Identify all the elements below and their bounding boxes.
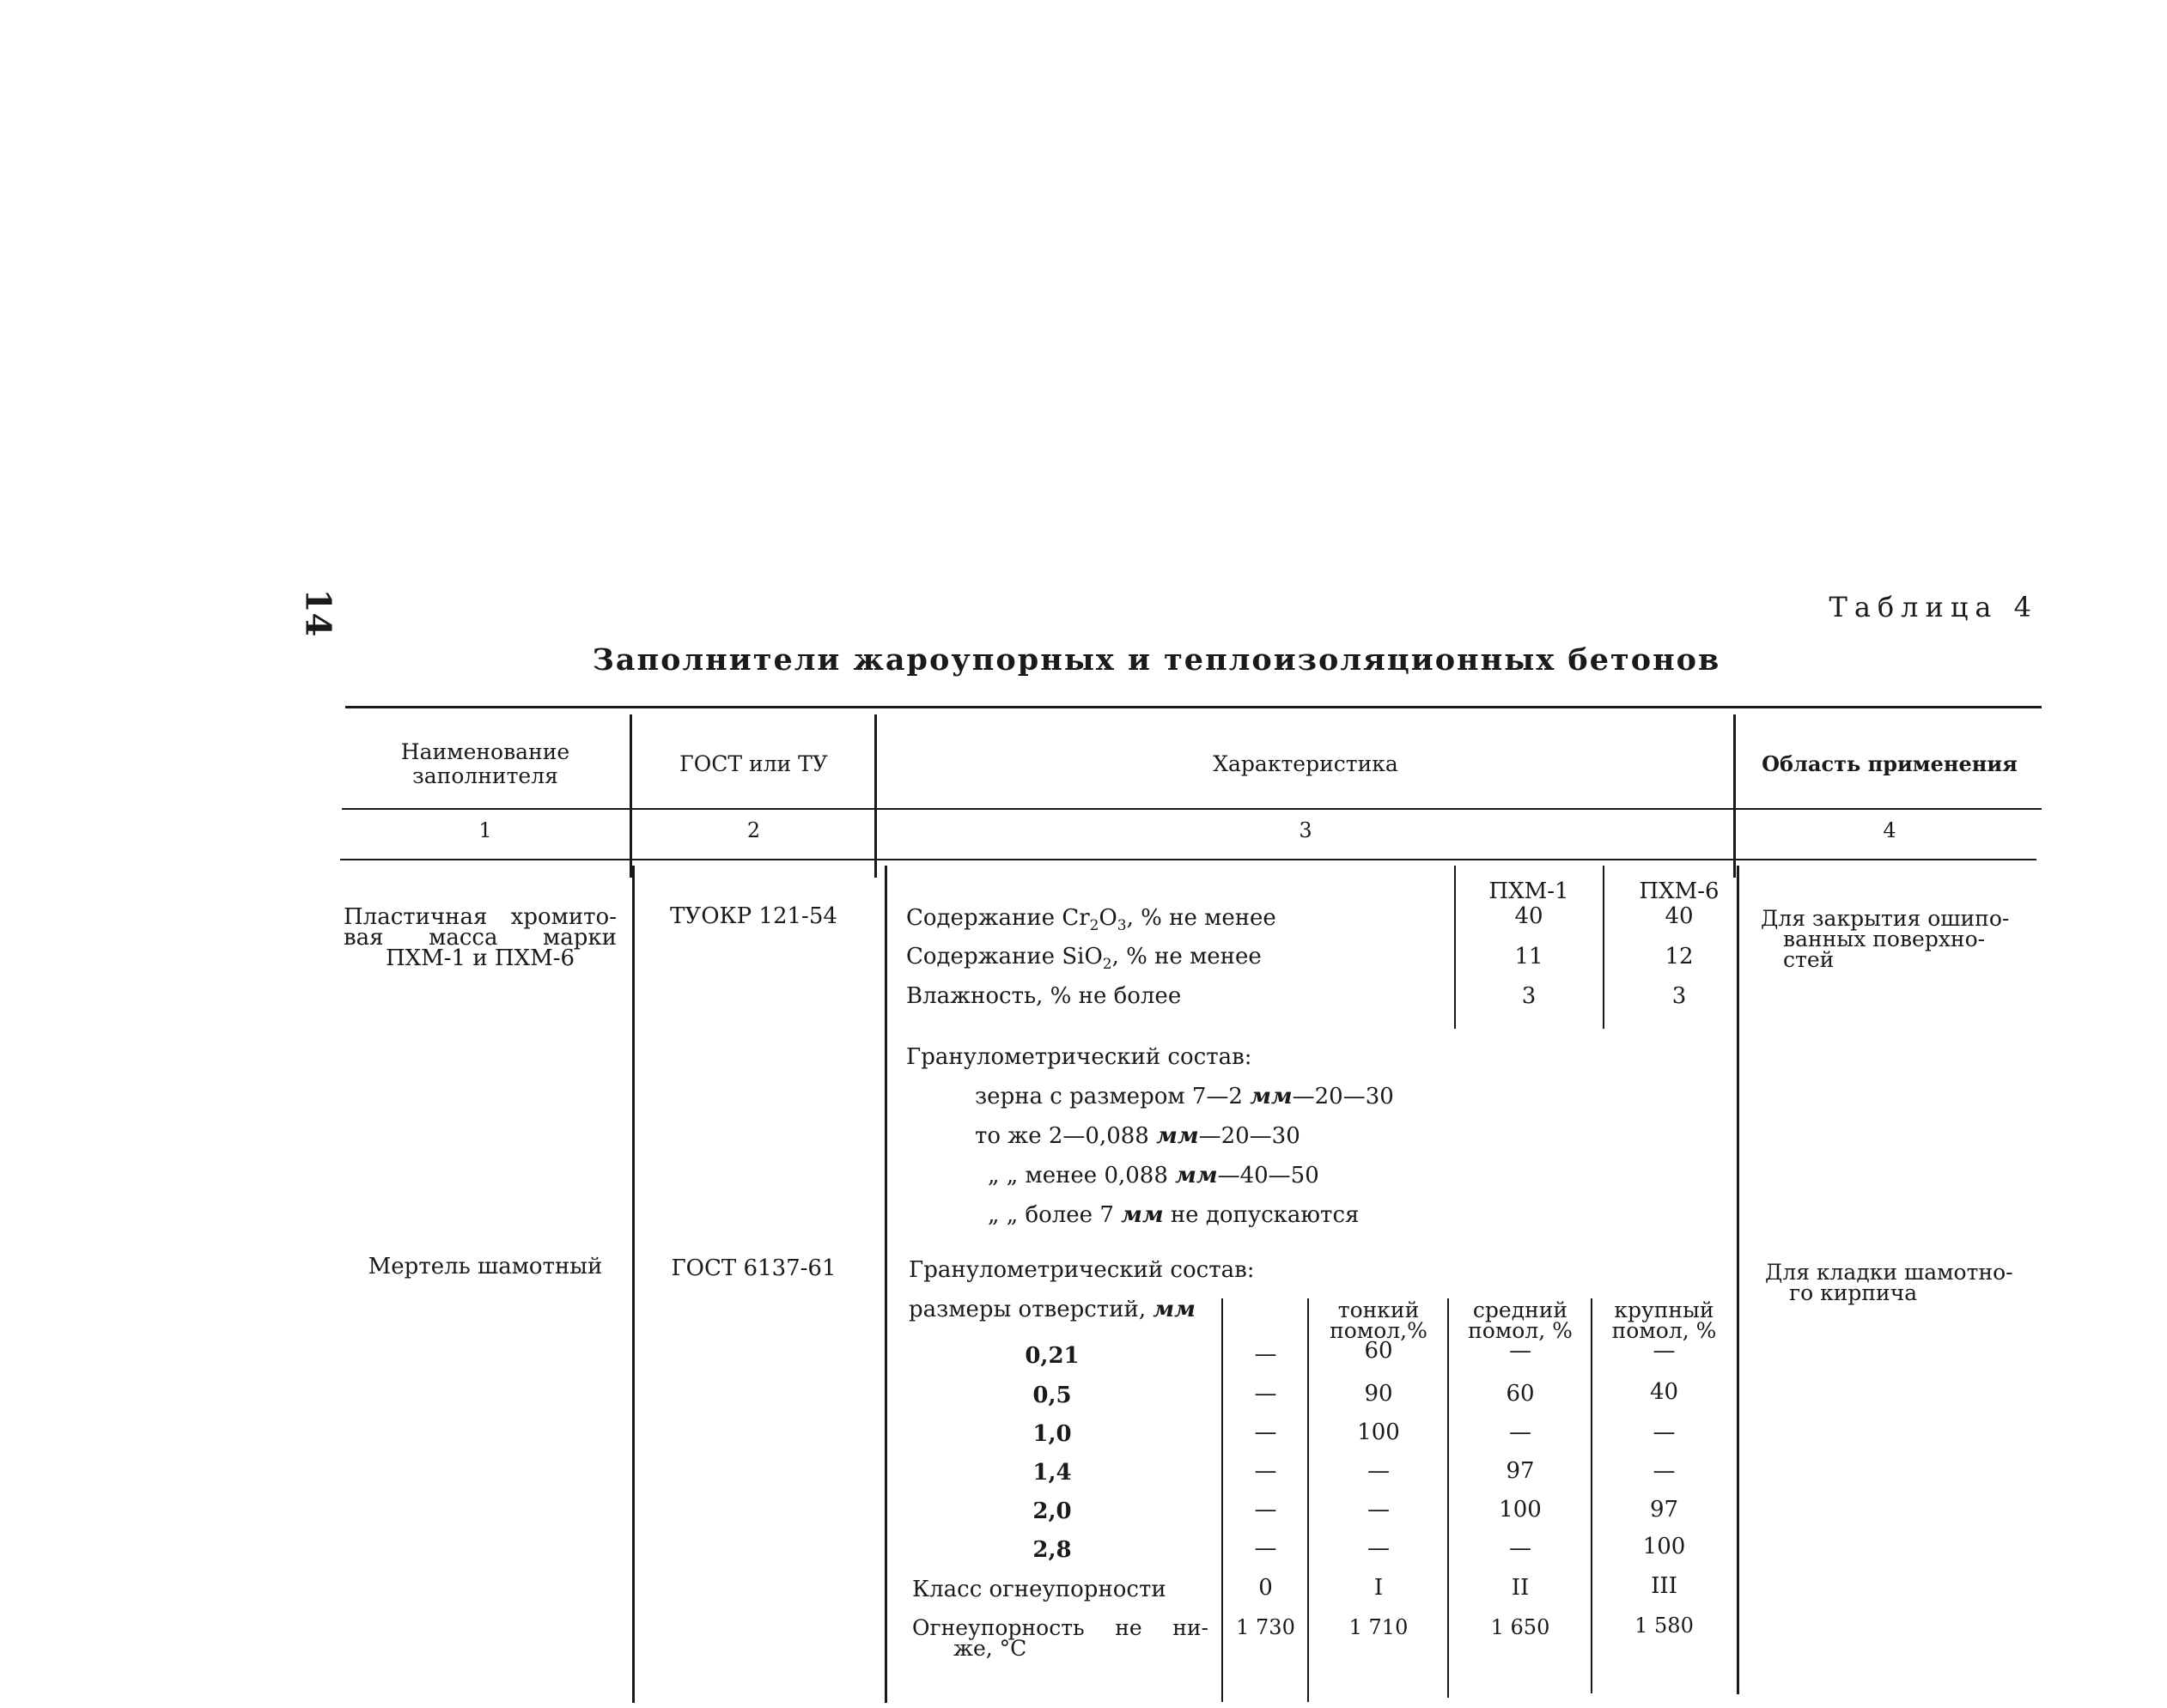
grain-c2: 100 bbox=[1499, 1497, 1542, 1523]
grain-c1: — bbox=[1367, 1497, 1390, 1523]
prop-cr2o3-v2: 40 bbox=[1665, 903, 1694, 929]
grain-size: 0,5 bbox=[1032, 1383, 1072, 1408]
refr-value-1: 1 710 bbox=[1348, 1615, 1409, 1639]
refr-label: Огнеупорность не ни- же, °С bbox=[912, 1615, 1208, 1661]
grain-size: 1,0 bbox=[1032, 1421, 1072, 1447]
col-divider-2 bbox=[874, 714, 877, 878]
class-value-2: II bbox=[1511, 1575, 1530, 1601]
grain-c0: — bbox=[1254, 1381, 1277, 1407]
grain-size: 2,8 bbox=[1032, 1537, 1072, 1563]
prop-moisture-v1: 3 bbox=[1521, 983, 1537, 1009]
prop-sio2-label: Содержание SiO$_2$, % не менее bbox=[906, 944, 1262, 974]
table-top-rule bbox=[345, 706, 2042, 708]
refr-value-2: 1 650 bbox=[1490, 1615, 1550, 1639]
header-col3: Характеристика bbox=[1213, 751, 1398, 776]
grain-c2: 60 bbox=[1506, 1381, 1535, 1407]
refr-value-3: 1 580 bbox=[1634, 1614, 1694, 1638]
class-value-3: III bbox=[1651, 1573, 1677, 1599]
prop-cr2o3-v1: 40 bbox=[1514, 903, 1543, 929]
header-col4: Область применения bbox=[1762, 751, 2018, 776]
row2-application: Для кладки шамотно- го кирпича bbox=[1765, 1260, 2013, 1305]
prop-cr2o3-label: Содержание $Cr_2O_3$, % не менее bbox=[906, 905, 1276, 935]
col-number-1: 1 bbox=[478, 818, 492, 842]
row2-name: Мертель шамотный bbox=[368, 1254, 603, 1279]
prop-sio2-v2: 12 bbox=[1665, 944, 1694, 969]
grain-c3: — bbox=[1653, 1419, 1676, 1445]
granulo-line-1: зерна с размером 7—2 мм—20—30 bbox=[975, 1084, 1394, 1109]
row2-gost: ГОСТ 6137-61 bbox=[671, 1255, 837, 1281]
grain-c2: — bbox=[1509, 1535, 1531, 1561]
col-divider-1 bbox=[630, 714, 632, 878]
col-divider-1-body bbox=[632, 866, 635, 1703]
colhead-coarse: крупный помол, % bbox=[1611, 1298, 1717, 1343]
grain-c1: — bbox=[1367, 1535, 1390, 1561]
grain-divider-4 bbox=[1591, 1298, 1592, 1693]
grain-c3: — bbox=[1653, 1458, 1676, 1484]
grain-c0: — bbox=[1254, 1419, 1277, 1445]
granulo-line-3: „ „ менее 0,088 мм—40—50 bbox=[988, 1163, 1319, 1188]
grain-c3: 97 bbox=[1649, 1497, 1679, 1523]
grain-c3: 40 bbox=[1649, 1379, 1679, 1405]
grain-c2: — bbox=[1509, 1338, 1531, 1364]
class-value-1: I bbox=[1373, 1575, 1384, 1601]
prop-moisture-label: Влажность, % не более bbox=[906, 983, 1182, 1009]
grain-c1: 100 bbox=[1357, 1419, 1400, 1445]
grain-divider-1 bbox=[1221, 1298, 1223, 1702]
prop-sio2-v1: 11 bbox=[1514, 944, 1543, 969]
grain-divider-2 bbox=[1307, 1298, 1309, 1702]
grain-c3: — bbox=[1653, 1338, 1676, 1364]
grain-c0: — bbox=[1254, 1535, 1277, 1561]
sizes-header: размеры отверстий, мм bbox=[909, 1297, 1196, 1322]
header-col2: ГОСТ или ТУ bbox=[679, 751, 828, 776]
grain-c2: 97 bbox=[1506, 1458, 1535, 1484]
row1-granulo-title: Гранулометрический состав: bbox=[906, 1044, 1252, 1070]
grain-size: 1,4 bbox=[1032, 1460, 1072, 1486]
colhead-fine: тонкий помол,% bbox=[1330, 1298, 1427, 1343]
col-number-2: 2 bbox=[746, 818, 761, 842]
grain-c1: 90 bbox=[1364, 1381, 1393, 1407]
table-label: Таблица 4 bbox=[1829, 591, 2038, 623]
mark-pxm6: ПХМ-6 bbox=[1639, 878, 1720, 904]
grain-c2: — bbox=[1509, 1419, 1531, 1445]
header-col1: Наименование заполнителя bbox=[400, 739, 570, 788]
header-rule bbox=[342, 808, 2042, 810]
grain-c3: 100 bbox=[1642, 1534, 1686, 1559]
colhead-medium: средний помол, % bbox=[1468, 1298, 1573, 1343]
col-divider-2-body bbox=[885, 866, 887, 1703]
grain-size: 2,0 bbox=[1032, 1498, 1072, 1524]
refr-value-0: 1 730 bbox=[1236, 1615, 1295, 1639]
col-divider-3 bbox=[1733, 714, 1736, 878]
grain-c1: 60 bbox=[1364, 1338, 1393, 1364]
mark-pxm1: ПХМ-1 bbox=[1488, 878, 1569, 904]
grain-c1: — bbox=[1367, 1458, 1390, 1484]
class-value-0: 0 bbox=[1258, 1575, 1273, 1601]
page-number: 14 bbox=[297, 588, 338, 637]
row1-name: Пластичная хромито- вая масса марки ПХМ-1 и ПХМ-6 bbox=[344, 904, 617, 971]
numbers-rule bbox=[340, 859, 2036, 860]
col-number-3: 3 bbox=[1299, 818, 1312, 842]
col-number-4: 4 bbox=[1883, 818, 1896, 842]
table-title: Заполнители жароупорных и теплоизоляционных бетонов bbox=[592, 642, 1721, 678]
grain-c0: — bbox=[1254, 1341, 1277, 1367]
row1-gost: ТУОКР 121-54 bbox=[670, 903, 837, 929]
grain-c0: — bbox=[1254, 1497, 1277, 1523]
grain-divider-3 bbox=[1447, 1298, 1449, 1698]
class-label: Класс огнеупорности bbox=[912, 1577, 1166, 1602]
granulo-line-2: то же 2—0,088 мм—20—30 bbox=[975, 1123, 1300, 1149]
row2-granulo-title: Гранулометрический состав: bbox=[909, 1257, 1255, 1283]
prop-moisture-v2: 3 bbox=[1671, 983, 1687, 1009]
grain-size: 0,21 bbox=[1025, 1343, 1080, 1369]
row1-application: Для закрытия ошипо- ванных поверхно- стей bbox=[1761, 906, 2010, 972]
grain-c0: — bbox=[1254, 1458, 1277, 1484]
granulo-line-4: „ „ более 7 мм не допускаются bbox=[988, 1202, 1360, 1228]
